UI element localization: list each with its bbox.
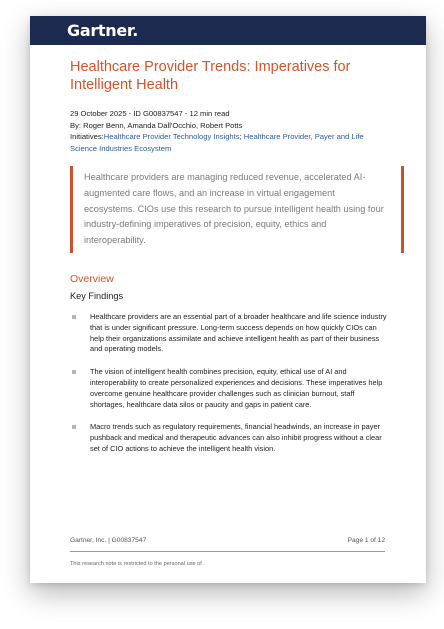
- footer-divider: [70, 551, 385, 552]
- bullet-square-icon: [72, 425, 76, 429]
- key-finding-text: Macro trends such as regulatory requirements, financial headwinds, an increase in payer pushback and medical and therapeutic advances can also inhibit progress without a clear set of CIO actions to achieve the intelligent health vision.: [90, 422, 382, 453]
- document-meta: [70, 108, 390, 154]
- date-line: 29 October 2025 - ID G00837547 - 12 min read: [70, 109, 230, 118]
- overview-heading: Overview: [70, 272, 114, 285]
- key-findings-list: [70, 312, 390, 455]
- key-finding-text: The vision of intelligent health combines precision, equity, ethical use of AI and interoperability to create personalized experiences and decisions. These imperatives help overcome genuine healthcare provider challenges such as clinician burnout, staff shortages, healthcare data silos or paucity and gaps in patient care.: [90, 367, 383, 409]
- initiative-separator: ;: [239, 132, 244, 141]
- document-page: [30, 16, 426, 583]
- key-finding-item: [70, 312, 390, 355]
- summary-left-bar: [70, 166, 73, 253]
- document-content: [70, 58, 390, 467]
- summary-right-bar: [401, 166, 404, 253]
- gartner-logo: Gartner.: [67, 21, 138, 40]
- initiatives-label: Initiatives:: [70, 132, 104, 141]
- initiative-link-provider-tech[interactable]: Healthcare Provider Technology Insights: [103, 132, 240, 141]
- footer-page-number: Page 1 of 12: [347, 537, 385, 544]
- key-findings-heading: Key Findings: [70, 290, 124, 301]
- summary-text: Healthcare providers are managing reduced revenue, accelerated AI-augmented care flows, and an increase in virtual engagement ecosystems. CIOs use this research to pursue intelligent health using four industry-defining imperatives of precision, equity, ethics and interoperability.: [84, 172, 384, 246]
- key-finding-item: [70, 367, 390, 410]
- bullet-square-icon: [72, 370, 76, 374]
- footer-document-id: Gartner, Inc. | G00837547: [70, 537, 147, 544]
- document-title: Healthcare Provider Trends: Imperatives for Intelligent Health: [70, 59, 351, 93]
- bullet-square-icon: [72, 315, 76, 319]
- key-finding-item: [70, 422, 390, 454]
- initiatives-line: [70, 131, 390, 154]
- page-footer: [70, 537, 385, 544]
- initiative-link-ecosystem[interactable]: Healthcare Provider, Payer and Life Science Industries Ecosystem: [70, 132, 364, 153]
- key-finding-text: Healthcare providers are an essential part of a broader healthcare and life science industry that is under significant pressure. Long-term success depends on how quickly CIOs can help their organizations assimilate and achieve intelligent health as part of their business and operating models.: [90, 311, 387, 354]
- usage-note: This research note is restricted to the personal use of .: [70, 561, 205, 567]
- authors-line: By: Roger Benn, Amanda Dall'Occhio, Robert Potts: [70, 120, 243, 130]
- header-banner: [30, 16, 426, 45]
- summary-callout: [70, 166, 390, 253]
